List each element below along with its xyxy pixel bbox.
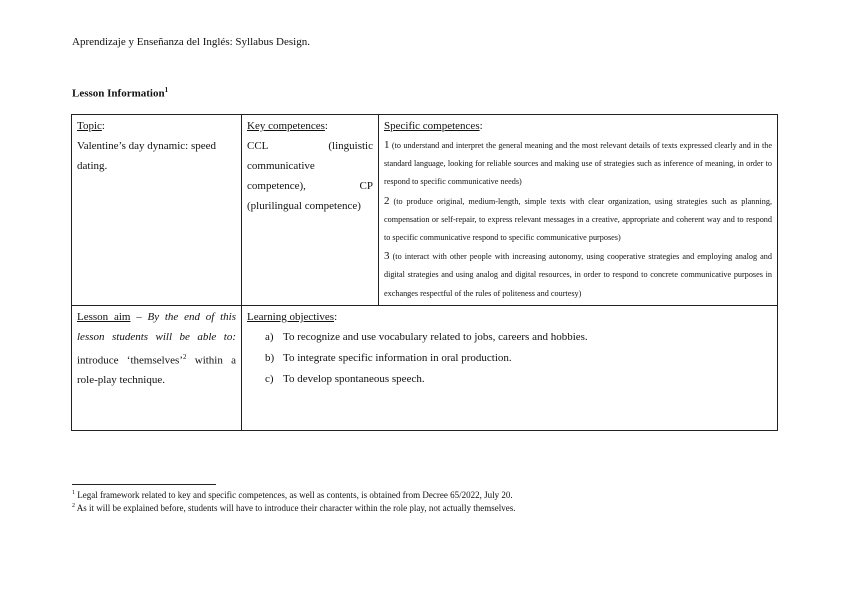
footnote-ref-1: 1 bbox=[164, 86, 169, 94]
specific-competences-label: Specific competences bbox=[384, 120, 480, 132]
list-item: a) To recognize and use vocabulary related to jobs, careers and hobbies. bbox=[265, 330, 588, 343]
footnote: $^1$ Legal framework related to key and specific competences, as well as contents, is obtained from Decree 65/2022, July 20. bbox=[72, 490, 513, 500]
lesson-info-table bbox=[71, 114, 778, 431]
key-text: communicative bbox=[247, 160, 315, 172]
lesson-aim-label: Lesson aim bbox=[77, 310, 131, 323]
footnote: $^2$ As it will be explained before, students will have to introduce their character within the role play, not actually themselves. bbox=[72, 503, 516, 513]
document-header: Aprendizaje y Enseñanza del Inglés: Syllabus Design. bbox=[72, 36, 310, 48]
specific-item: 3 (to interact with other people with increasing autonomy, using cooperative strategies and employing analog and digital strategies and using analog and digital resources, in order to respond to concrete communicative purposes in exchanges respectful of the rules of politeness and courtesy) bbox=[384, 250, 772, 298]
section-title bbox=[72, 86, 168, 100]
objectives-list bbox=[247, 327, 772, 390]
key-text: (linguistic bbox=[328, 140, 373, 152]
lesson-aim-intro: By the end of this lesson students will be able to: bbox=[77, 310, 236, 343]
topic-label: Topic bbox=[77, 120, 102, 132]
topic-cell: Topic: Valentine’s day dynamic: speed dating. bbox=[72, 115, 242, 306]
key-competences-label: Key competences bbox=[247, 120, 325, 132]
specific-item: 1 (to understand and interpret the general meaning and the most relevant details of texts expressed clearly and in the standard language, looking for reliable sources and making use of strategies such as inference of meaning, in order to respond to specific communicative needs) bbox=[384, 139, 772, 187]
learning-objectives-cell: Learning objectives: a) To recognize and use vocabulary related to jobs, careers and hobbies. b) To integrate specific information in oral production. c) To develop spontaneous speech. bbox=[242, 305, 778, 430]
learning-objectives-label: Learning objectives bbox=[247, 310, 335, 323]
key-competences-cell: Key competences: CCL (linguistic communicative competence), CP (plurilingual competence) bbox=[242, 115, 379, 306]
topic-text: Valentine’s day dynamic: speed dating. bbox=[77, 140, 216, 172]
footnote-divider bbox=[72, 484, 216, 485]
table-row bbox=[72, 305, 778, 430]
lesson-aim-text: introduce ‘themselves’ bbox=[77, 354, 183, 367]
key-text: competence), bbox=[247, 180, 306, 192]
list-item: c) To develop spontaneous speech. bbox=[265, 372, 425, 385]
list-item: b) To integrate specific information in oral production. bbox=[265, 351, 512, 364]
key-text: CCL bbox=[247, 140, 269, 152]
key-text: CP bbox=[359, 180, 373, 192]
table-row bbox=[72, 115, 778, 306]
lesson-aim-cell: Lesson aim – By the end of this lesson students will be able to: introduce ‘themselves’$^2$ within a role-play technique. bbox=[72, 305, 242, 430]
section-title-text: Lesson Information bbox=[72, 87, 165, 100]
specific-item: 2 (to produce original, medium-length, simple texts with clear organization, using strategies such as planning, compensation or self-repair, to express relevant messages in a creative, appropriate and coherent way and to respond to specific communicative respond to specific communicative purposes) bbox=[384, 194, 773, 243]
key-text: (plurilingual competence) bbox=[247, 200, 361, 212]
specific-competences-cell: Specific competences: 1 (to understand and interpret the general meaning and the most relevant details of texts expressed clearly and in the standard language, looking for reliable sources and making use of strategies such as inference of meaning, in order to respond to specific communicative needs) 2 (to produce original, medium-length, simple texts with clear organization, using strategies such as planning, compensation or self-repair, to express relevant messages in a creative, appropriate and coherent way and to respond to specific communicative respond to specific communicative purposes) 3 (to interact with other people with increasing autonomy, using cooperative strategies and employing analog and digital strategies and using analog and digital resources, in order to respond to concrete communicative purposes in exchanges respectful of the rules of politeness and courtesy) bbox=[379, 115, 778, 306]
footnote-ref-2: 2 bbox=[183, 352, 187, 361]
